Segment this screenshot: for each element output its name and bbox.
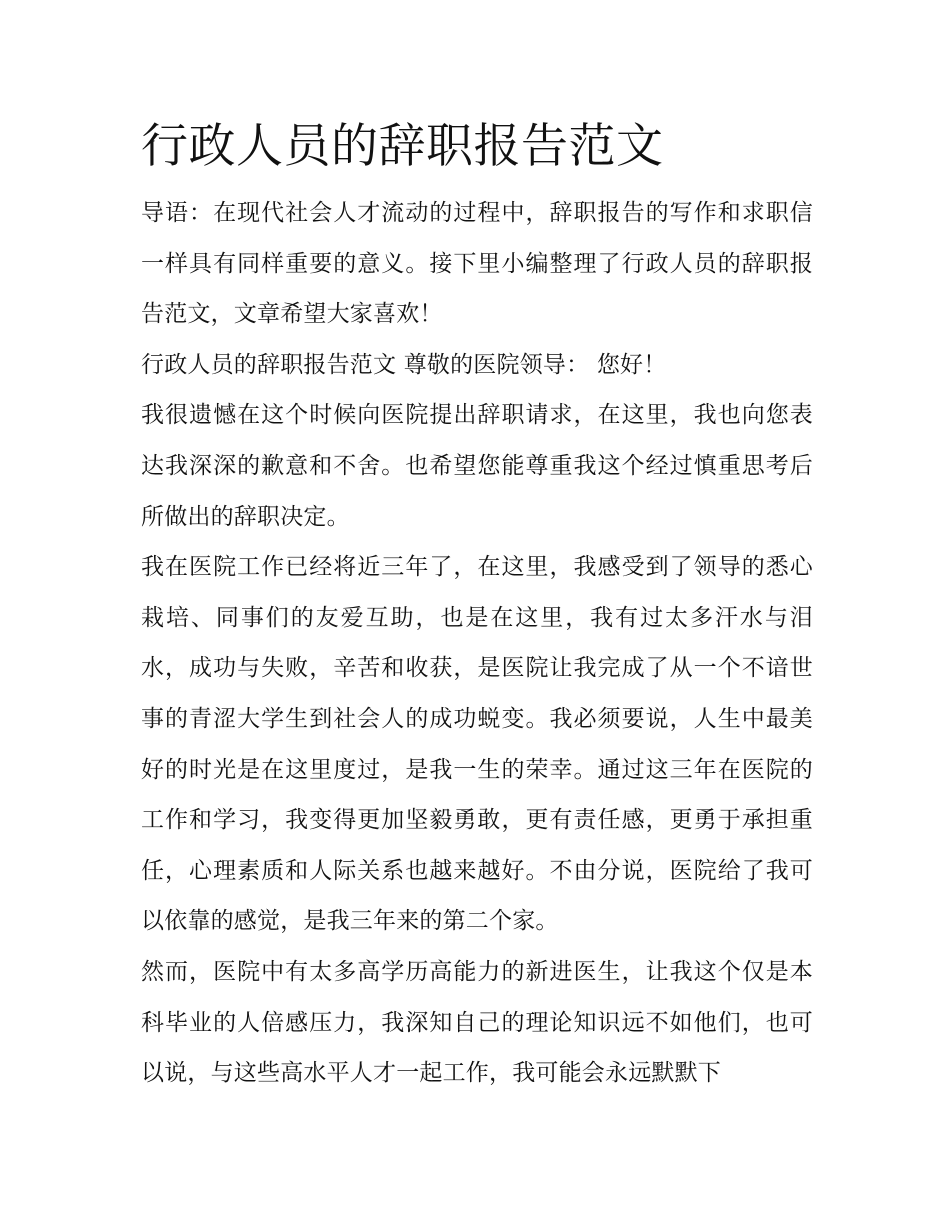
body-paragraph: 我在医院工作已经将近三年了，在这里，我感受到了领导的悉心栽培、同事们的友爱互助，也是在这里，我有过太多汗水与泪水，成功与失败，辛苦和收获，是医院让我完成了从一个不谙世事的青涩大学生到社会人的成功蜕变。我必须要说，人生中最美好的时光是在这里度过，是我一生的荣幸。通过这三年在医院的工作和学习，我变得更加坚毅勇敢，更有责任感，更勇于承担重任，心理素质和人际关系也越来越好。不由分说，医院给了我可以依靠的感觉，是我三年来的第二个家。 bbox=[141, 554, 813, 935]
body-paragraph: 然而，医院中有太多高学历高能力的新进医生，让我这个仅是本科毕业的人倍感压力，我深知自己的理论知识远不如他们，也可以说，与这些高水平人才一起工作，我可能会永远默默下 bbox=[141, 958, 813, 1087]
salutation-paragraph: 行政人员的辞职报告范文 尊敬的医院领导： 您好！ bbox=[141, 351, 667, 378]
body-paragraph: 我很遗憾在这个时候向医院提出辞职请求，在这里，我也向您表达我深深的歉意和不舍。也希望您能尊重我这个经过慎重思考后所做出的辞职决定。 bbox=[141, 402, 813, 530]
intro-paragraph: 导语：在现代社会人才流动的过程中，辞职报告的写作和求职信一样具有同样重要的意义。接下里小编整理了行政人员的辞职报告范文，文章希望大家喜欢！ bbox=[141, 200, 813, 328]
document-title: 行政人员的辞职报告范文 bbox=[141, 119, 664, 174]
document-page bbox=[141, 112, 813, 1099]
